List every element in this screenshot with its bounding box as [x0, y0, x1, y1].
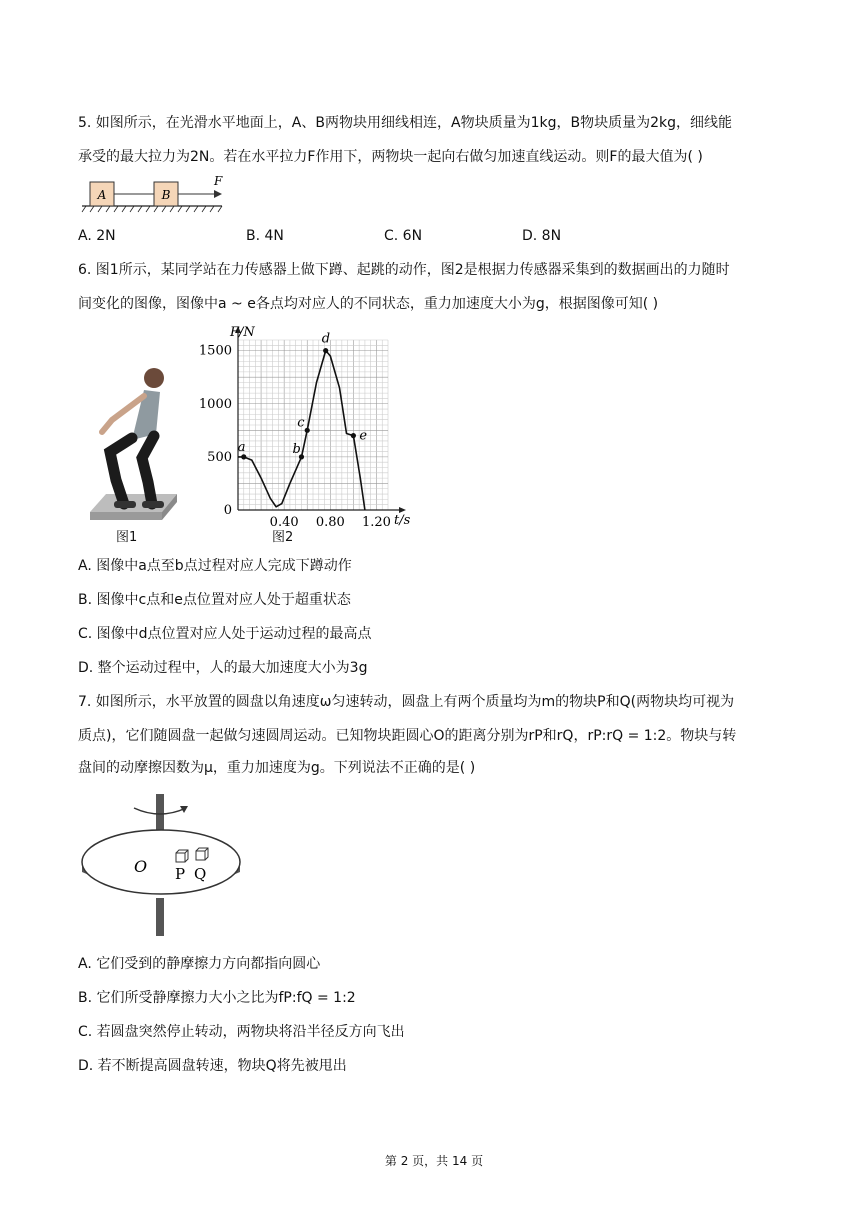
point-e — [351, 433, 356, 438]
q5-option-a: A. 2N — [78, 228, 116, 244]
center-o-label: O — [134, 857, 148, 876]
x-axis-label: t/s — [394, 513, 411, 528]
q6-fig2-caption: 图2 — [272, 530, 294, 545]
x-tick-label: 0.80 — [315, 515, 345, 530]
q7-option-a: A. 它们受到的静摩擦力方向都指向圆心 — [78, 956, 321, 972]
q6-stem-line2: 间变化的图像，图像中a ~ e各点均对应人的不同状态，重力加速度大小为g，根据图像可知( ) — [78, 296, 659, 312]
x-tick-label: 1.20 — [361, 515, 391, 530]
point-d — [323, 348, 328, 353]
p-label: P — [175, 865, 186, 883]
q7-stem-line1: 7. 如图所示，水平放置的圆盘以角速度ω匀速转动，圆盘上有两个质量均为m的物块P和Q(两物块均可视为 — [78, 694, 735, 710]
q7-stem-line3: 盘间的动摩擦因数为μ，重力加速度为g。下列说法不正确的是( ) — [78, 760, 476, 776]
q6-figure1-athlete — [82, 362, 182, 527]
q7-option-b: B. 它们所受静摩擦力大小之比为fP:fQ = 1:2 — [78, 990, 356, 1006]
force-label: F — [214, 174, 223, 188]
x-tick-label: 0.40 — [269, 515, 299, 530]
q7-option-d: D. 若不断提高圆盘转速，物块Q将先被甩出 — [78, 1058, 347, 1074]
point-label-e: e — [359, 428, 368, 444]
q6-option-a: A. 图像中a点至b点过程对应人完成下蹲动作 — [78, 558, 352, 574]
block-a-label: A — [97, 188, 107, 202]
q5-stem-line2: 承受的最大拉力为2N。若在水平拉力F作用下，两物块一起向右做匀加速直线运动。则F的最大值为( ) — [78, 149, 703, 165]
q7-turntable-figure — [78, 790, 248, 940]
y-tick-label: 1500 — [198, 343, 232, 359]
point-c — [305, 428, 310, 433]
q6-option-d: D. 整个运动过程中，人的最大加速度大小为3g — [78, 660, 368, 676]
y-tick-label: 0 — [223, 503, 232, 518]
point-a — [241, 454, 246, 459]
point-label-c: c — [297, 415, 305, 431]
q5-option-d: D. 8N — [522, 228, 562, 244]
q-label: Q — [194, 865, 207, 883]
q5-stem-line1: 5. 如图所示，在光滑水平地面上，A、B两物块用细线相连，A物块质量为1kg，B物块质量为2kg，细线能 — [78, 115, 732, 131]
y-axis-label: F/N — [230, 325, 255, 340]
q5-option-c: C. 6N — [384, 228, 423, 244]
q6-option-b: B. 图像中c点和e点位置对应人处于超重状态 — [78, 592, 351, 608]
point-label-a: a — [237, 439, 246, 455]
point-label-b: b — [292, 441, 301, 457]
y-tick-label: 1000 — [198, 396, 232, 412]
q6-fig1-caption: 图1 — [116, 530, 138, 545]
q7-stem-line2: 质点)，它们随圆盘一起做匀速圆周运动。已知物块距圆心O的距离分别为rP和rQ，rP:rQ = 1:2。物块与转 — [78, 728, 737, 744]
block-b-label: B — [161, 188, 171, 202]
q7-option-c: C. 若圆盘突然停止转动，两物块将沿半径反方向飞出 — [78, 1024, 405, 1040]
q5-figure — [80, 172, 230, 214]
q6-option-c: C. 图像中d点位置对应人处于运动过程的最高点 — [78, 626, 372, 642]
point-label-d: d — [321, 331, 331, 347]
y-tick-label: 500 — [207, 449, 232, 465]
q5-option-b: B. 4N — [246, 228, 284, 244]
page-footer: 第 2 页，共 14 页 — [384, 1154, 484, 1168]
q6-force-time-chart — [196, 322, 426, 532]
q6-stem-line1: 6. 图1所示，某同学站在力传感器上做下蹲、起跳的动作，图2是根据力传感器采集到的数据画出的力随时 — [78, 262, 730, 278]
